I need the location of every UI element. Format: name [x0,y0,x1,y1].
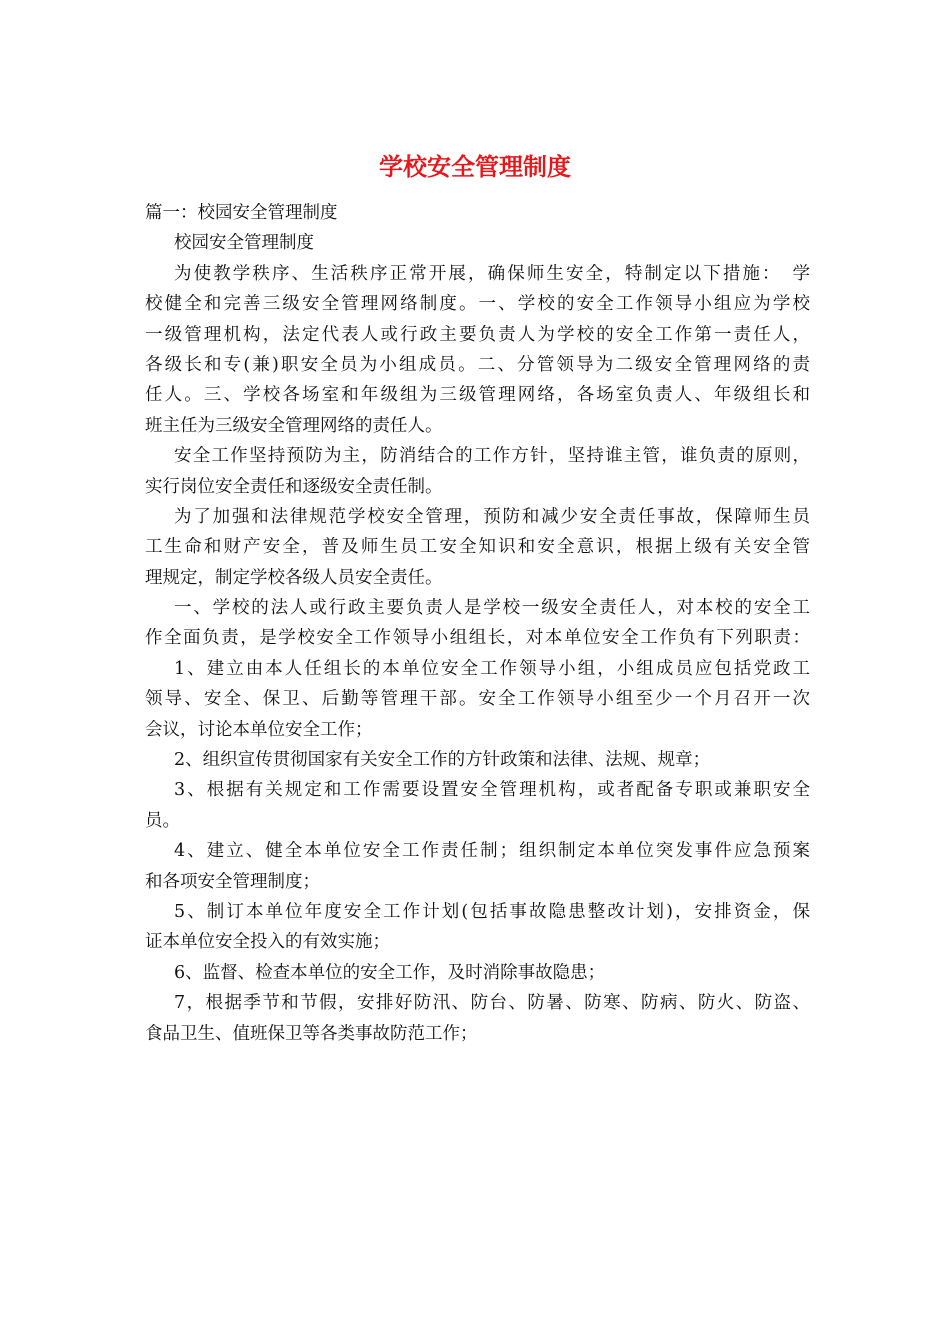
text-line: 7，根据季节和节假，安排好防汛、防台、防暑、防寒、防病、防火、防盗、 [174,993,810,1014]
text-line: 校园安全管理制度 [174,233,314,254]
text-line: 2、组织宣传贯彻国家有关安全工作的方针政策和法律、法规、规章； [174,750,711,771]
text-line: 一、学校的法人或行政主要负责人是学校一级安全责任人，对本校的安全工 [174,598,810,619]
text-line: 校健全和完善三级安全管理网络制度。一、学校的安全工作领导小组应为学校 [145,294,810,315]
text-line: 篇一：校园安全管理制度 [145,203,338,223]
text-line: 1、建立由本人任组长的本单位安全工作领导小组，小组成员应包括党政工 [174,658,810,679]
text-line: 一级管理机构，法定代表人或行政主要负责人为学校的安全工作第一责任人， [145,324,810,345]
text-line: 实行岗位安全责任和逐级安全责任制。 [145,476,443,497]
text-line: 工生命和财产安全，普及师生员工安全知识和安全意识，根据上级有关安全管 [145,537,810,558]
text-line: 和各项安全管理制度； [145,871,320,892]
text-line: 为使教学秩序、生活秩序正常开展，确保师生安全，特制定以下措施： 学 [174,263,810,284]
text-line: 班主任为三级安全管理网络的责任人。 [145,415,443,436]
text-line: 食品卫生、值班保卫等各类事故防范工作； [145,1023,478,1044]
text-line: 证本单位安全投入的有效实施； [145,932,390,953]
text-line: 安全工作坚持预防为主，防消结合的工作方针，坚持谁主管，谁负责的原则， [174,446,810,467]
text-line: 任人。三、学校各场室和年级组为三级管理网络，各场室负责人、年级组长和 [145,385,810,406]
text-line: 5、制订本单位年度安全工作计划(包括事故隐患整改计划)，安排资金，保 [174,901,810,922]
text-line: 会议，讨论本单位安全工作； [145,719,373,740]
text-line: 3、根据有关规定和工作需要设置安全管理机构，或者配备专职或兼职安全 [174,780,810,801]
document-title: 学校安全管理制度 [379,153,571,181]
text-line: 作全面负责，是学校安全工作领导小组组长，对本单位安全工作负有下列职责： [145,628,810,649]
text-line: 6、监督、检查本单位的安全工作，及时消除事故隐患； [174,962,606,983]
text-line: 各级长和专(兼)职安全员为小组成员。二、分管领导为二级安全管理网络的责 [145,354,810,375]
text-line: 领导、安全、保卫、后勤等管理干部。安全工作领导小组至少一个月召开一次 [145,689,810,710]
text-line: 理规定，制定学校各级人员安全责任。 [145,567,443,588]
text-line: 为了加强和法律规范学校安全管理，预防和减少安全责任事故，保障师生员 [174,506,810,527]
text-line: 4、建立、健全本单位安全工作责任制；组织制定本单位突发事件应急预案 [174,841,810,862]
text-line: 员。 [145,810,180,831]
document-body [145,198,810,1049]
